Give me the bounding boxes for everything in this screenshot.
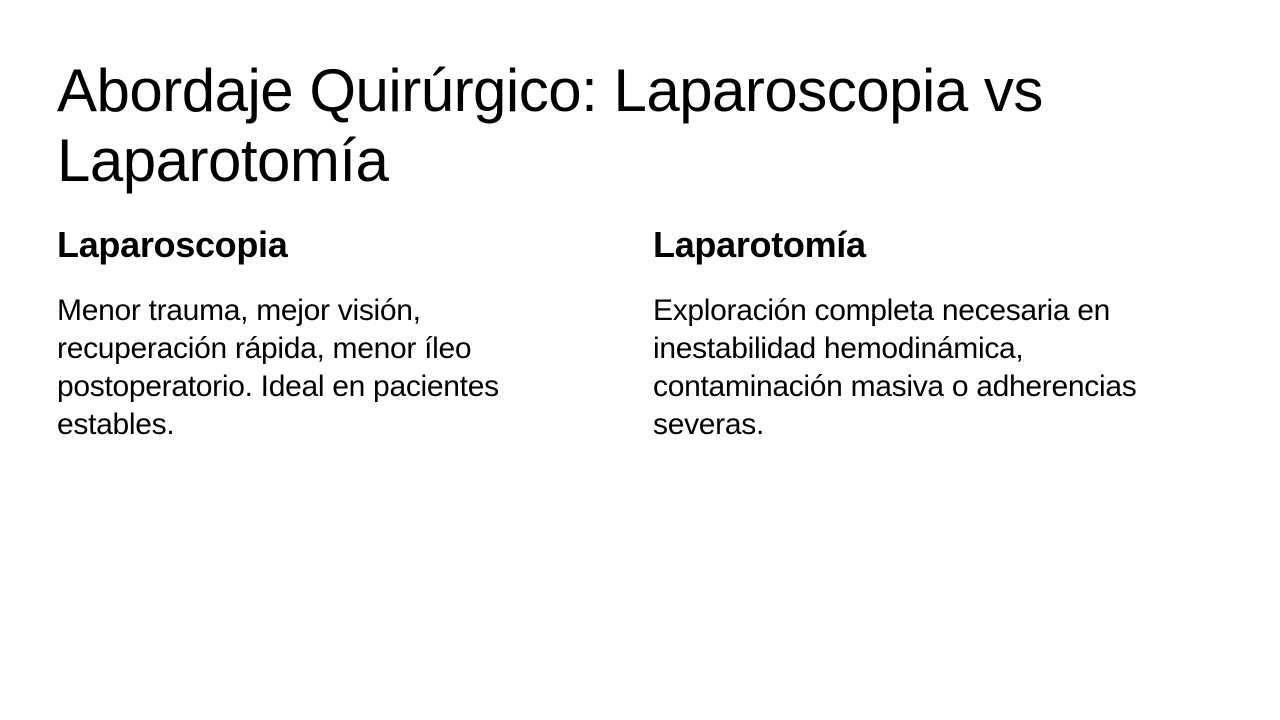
column-body: Menor trauma, mejor visión, recuperación rápida, menor íleo postoperatorio. Ideal en pacientes estables. <box>57 294 499 441</box>
column-laparoscopia <box>57 222 557 444</box>
column-heading: Laparoscopia <box>57 224 288 265</box>
slide-title: Abordaje Quirúrgico: Laparoscopia vs Laparotomía <box>57 57 1043 194</box>
column-laparotomia <box>653 222 1153 444</box>
column-heading: Laparotomía <box>653 224 866 265</box>
column-body: Exploración completa necesaria en inestabilidad hemodinámica, contaminación masiva o adherencias severas. <box>653 294 1137 441</box>
